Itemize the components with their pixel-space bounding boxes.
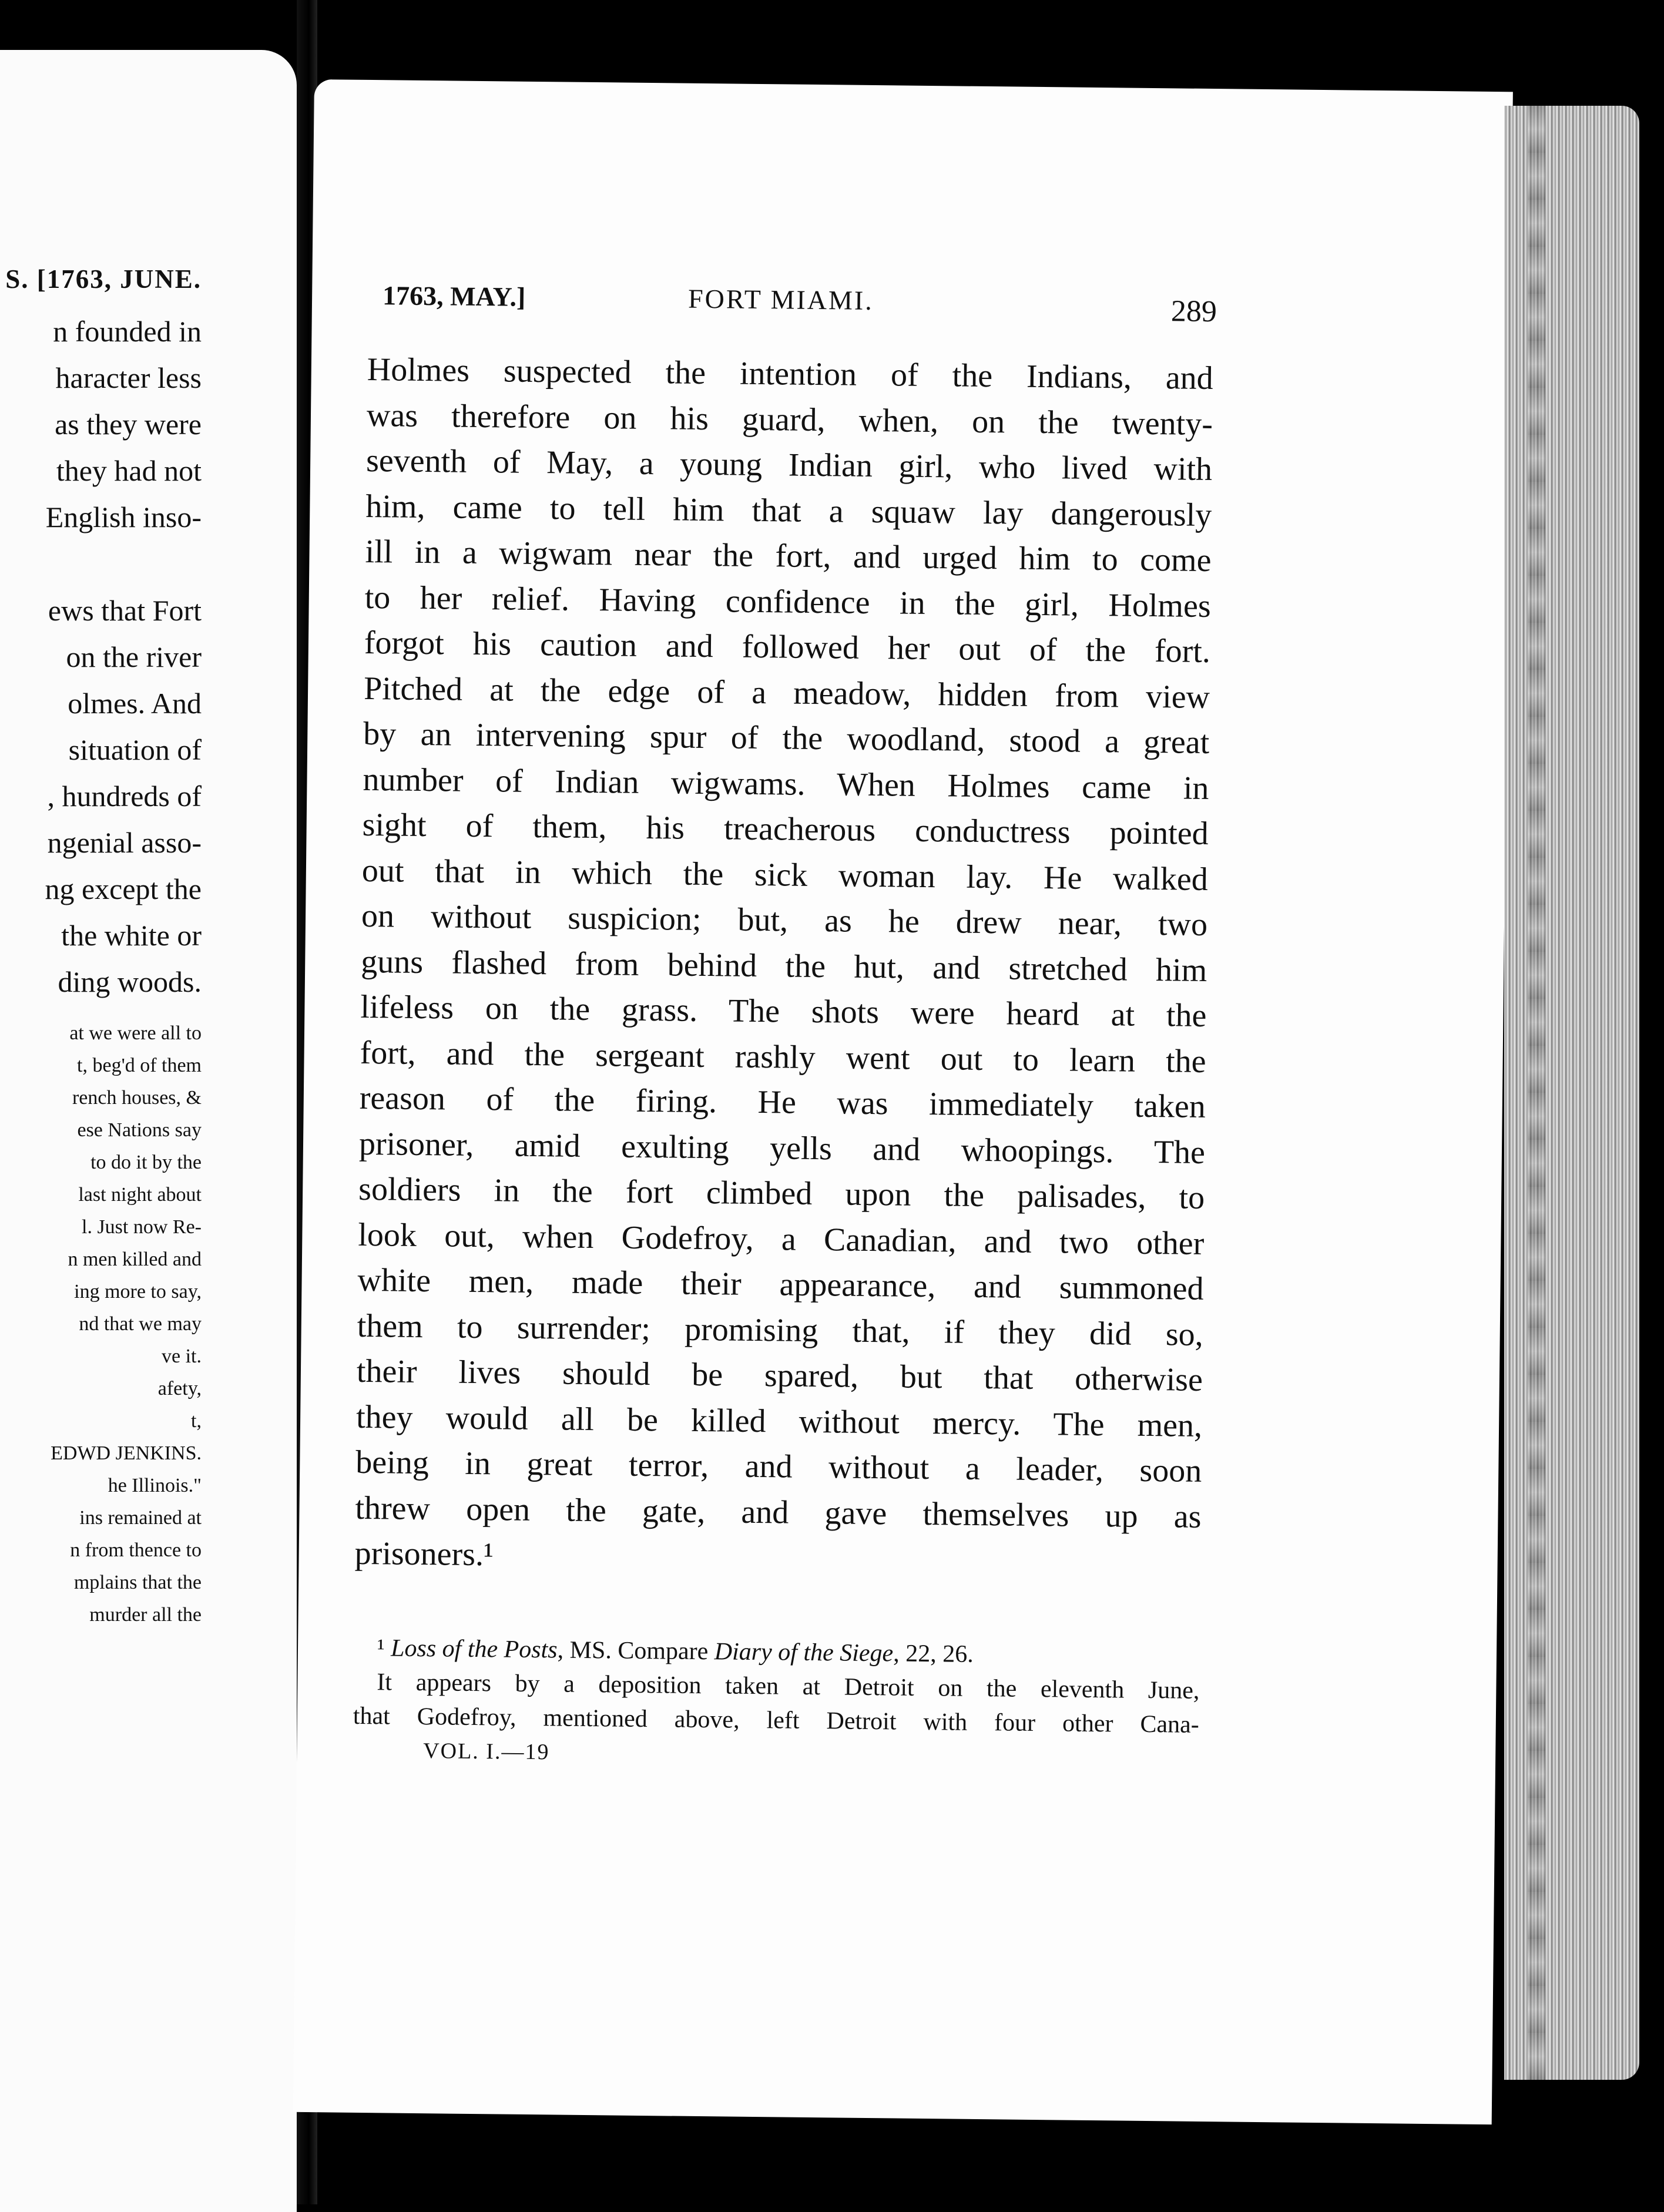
body-line: them to surrender; promising that, if they did so, [357,1307,1204,1353]
body-line: guns flashed from behind the hut, and stretched him [360,943,1207,989]
left-body-line: olmes. And [68,687,202,720]
left-body-line: the white or [61,919,202,952]
left-note-line: last night about [78,1184,202,1206]
book-page-edges-shading [1528,106,1545,2080]
footnote-2-line: that Godefroy, mentioned above, left Detroit with four other Cana- [353,1702,1199,1738]
body-line: white men, made their appearance, and summoned [357,1261,1204,1307]
left-note-line: mplains that the [73,1572,202,1593]
left-note-line: t, [191,1410,202,1432]
left-note-signature: EDWD JENKINS. [51,1442,202,1464]
header-title: FORT MIAMI. [687,283,874,315]
body-line: their lives should be spared, but that otherwise [356,1352,1203,1398]
body-line: to her relief. Having confidence in the girl, Holmes [364,579,1212,625]
left-note-line: n men killed and [68,1248,202,1270]
left-note-line: at we were all to [69,1022,202,1044]
footnote-text: , MS. Compare [557,1636,715,1666]
body-line: soldiers in the fort climbed upon the palisades, to [358,1170,1205,1216]
left-note-line: nd that we may [79,1313,202,1335]
left-body-line: ng except the [45,872,202,905]
body-line: threw open the gate, and gave themselves up as [355,1489,1202,1535]
left-body-line: English inso- [45,501,202,533]
footnote-source-title: Diary of the Siege [714,1638,894,1667]
left-note-line: afety, [157,1378,202,1399]
body-line: Holmes suspected the intention of the Indians, and [367,351,1214,397]
body-line: reason of the firing. He was immediately taken [359,1079,1206,1125]
body-line: number of Indian wigwams. When Holmes came in [363,761,1209,807]
body-line: ill in a wigwam near the fort, and urged him to come [365,533,1212,579]
left-body-line: n founded in [53,315,202,348]
footnote-source-title: Loss of the Posts [390,1634,558,1664]
left-note-line: murder all the [89,1604,202,1626]
body-line: on without suspicion; but, as he drew near, two [361,897,1208,943]
footnote-text: , 22, 26. [893,1640,974,1668]
left-note-line: to do it by the [90,1152,202,1173]
left-body-line: on the river [66,640,202,673]
page-number: 289 [1170,294,1217,329]
right-page [293,79,1513,2124]
left-note-line: l. Just now Re- [82,1216,202,1238]
left-page-text [0,256,202,1631]
left-note-line: t, beg'd of them [77,1055,202,1076]
running-header [382,280,1217,341]
body-line: prisoners.¹ [354,1535,494,1573]
footnotes [353,1631,1200,1776]
body-line: was therefore on his guard, when, on the twenty- [366,397,1213,442]
body-line: out that in which the sick woman lay. He walked [361,852,1209,898]
left-page [0,50,297,2212]
body-line: lifeless on the grass. The shots were heard at the [360,988,1207,1034]
body-line: look out, when Godefroy, a Canadian, and two other [358,1216,1205,1262]
body-line: by an intervening spur of the woodland, stood a great [363,715,1210,761]
body-line: they would all be killed without mercy. The men, [355,1398,1203,1444]
body-line: fort, and the sergeant rashly went out to learn the [360,1034,1206,1080]
body-line: Pitched at the edge of a meadow, hidden from view [363,670,1210,716]
left-body-line: , hundreds of [47,780,202,813]
left-body-line: ews that Fort [48,594,202,627]
left-note-line: ins remained at [79,1507,202,1529]
left-note-line: rench houses, & [72,1087,202,1109]
left-body-line: situation of [68,733,202,766]
footnote-2-line: It appears by a deposition taken at Detroit on the eleventh June, [377,1669,1200,1704]
left-body-line: ngenial asso- [47,826,202,859]
body-line: forgot his caution and followed her out of the fort. [364,624,1211,670]
header-date: 1763, MAY.] [382,280,526,312]
paragraph-gap [0,541,202,588]
body-text [354,347,1213,1585]
body-line: him, came to tell him that a squaw lay dangerously [365,488,1212,533]
body-line: sight of them, his treacherous conductress pointed [362,806,1209,852]
left-page-header: S. [1763, JUNE. [5,264,202,294]
left-note-line: he Illinois." [108,1475,202,1496]
left-body-line: ding woods. [58,965,202,998]
body-line: seventh of May, a young Indian girl, who lived with [365,442,1213,488]
footnote-marker: ¹ [377,1634,385,1662]
left-note-line: n from thence to [70,1539,202,1561]
left-body-line: haracter less [55,361,202,394]
left-note-line: ese Nations say [77,1119,202,1141]
left-note-line: ing more to say, [74,1281,202,1303]
volume-signature: VOL. I.—19 [422,1738,550,1765]
body-line: being in great terror, and without a leader, soon [355,1444,1202,1489]
body-line: prisoner, amid exulting yells and whoopings. The [358,1125,1206,1171]
left-note-line: ve it. [162,1345,202,1367]
left-body-line: as they were [55,408,202,441]
left-body-line: they had not [56,454,202,487]
book-page-edges [1504,106,1639,2080]
